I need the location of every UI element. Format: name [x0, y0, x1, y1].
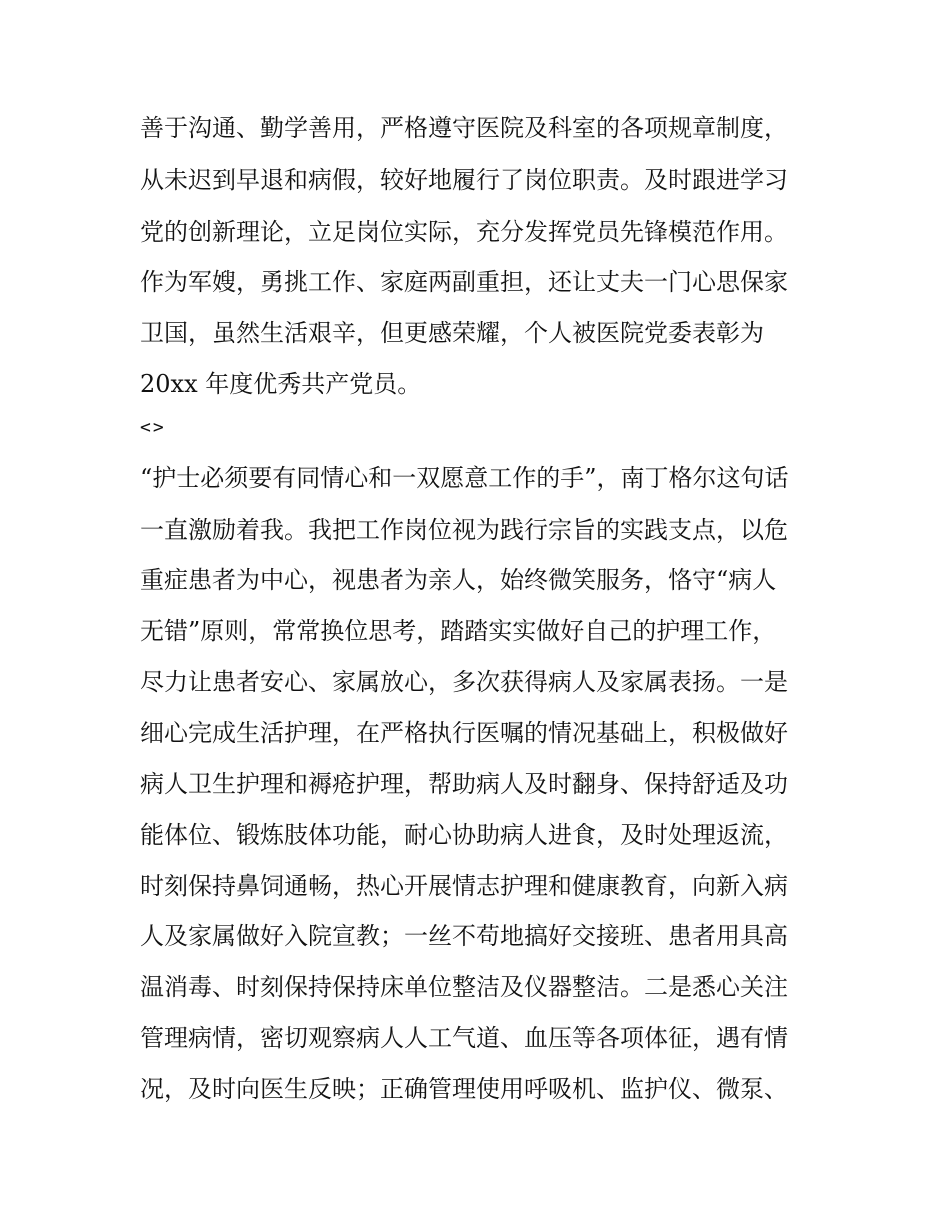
paragraph-2-line-4: 无错”原则，常常换位思考，踏踏实实做好自己的护理工作，: [140, 617, 777, 645]
section-separator: <>: [140, 417, 166, 438]
paragraph-1-line-5: 卫国，虽然生活艰辛，但更感荣耀，个人被医院党委表彰为: [140, 319, 764, 347]
paragraph-1-line-6: 20xx 年度优秀共产党员。: [140, 370, 422, 398]
paragraph-2-line-9: 时刻保持鼻饲通畅，热心开展情志护理和健康教育，向新入病: [140, 872, 788, 900]
paragraph-1-line-4: 作为军嫂，勇挑工作、家庭两副重担，还让丈夫一门心思保家: [140, 268, 788, 296]
paragraph-1-line-2: 从未迟到早退和病假，较好地履行了岗位职责。及时跟进学习: [140, 166, 788, 194]
paragraph-2-line-12: 管理病情，密切观察病人人工气道、血压等各项体征，遇有情: [140, 1024, 788, 1052]
paragraph-2-line-10: 人及家属做好入院宣教；一丝不苟地搞好交接班、患者用具高: [140, 922, 788, 950]
paragraph-2-line-6: 细心完成生活护理，在严格执行医嘱的情况基础上，积极做好: [140, 719, 788, 747]
paragraph-2-line-5: 尽力让患者安心、家属放心，多次获得病人及家属表扬。一是: [140, 668, 788, 696]
paragraph-2-line-13: 况，及时向医生反映；正确管理使用呼吸机、监护仪、微泵、: [140, 1075, 788, 1103]
paragraph-2-line-3: 重症患者为中心，视患者为亲人，始终微笑服务，恪守“病人: [140, 566, 777, 594]
paragraph-1-line-1: 善于沟通、勤学善用，严格遵守医院及科室的各项规章制度，: [140, 114, 788, 142]
paragraph-2-line-8: 能体位、锻炼肢体功能，耐心协助病人进食，及时处理返流，: [140, 821, 788, 849]
paragraph-1-line-3: 党的创新理论，立足岗位实际，充分发挥党员先锋模范作用。: [140, 218, 788, 246]
paragraph-2-line-11: 温消毒、时刻保持保持床单位整洁及仪器整洁。二是悉心关注: [140, 973, 788, 1001]
paragraph-2-line-7: 病人卫生护理和褥疮护理，帮助病人及时翻身、保持舒适及功: [140, 770, 788, 798]
paragraph-2-line-1: “护士必须要有同情心和一双愿意工作的手”，南丁格尔这句话: [140, 464, 789, 492]
paragraph-2-line-2: 一直激励着我。我把工作岗位视为践行宗旨的实践支点，以危: [140, 516, 788, 544]
